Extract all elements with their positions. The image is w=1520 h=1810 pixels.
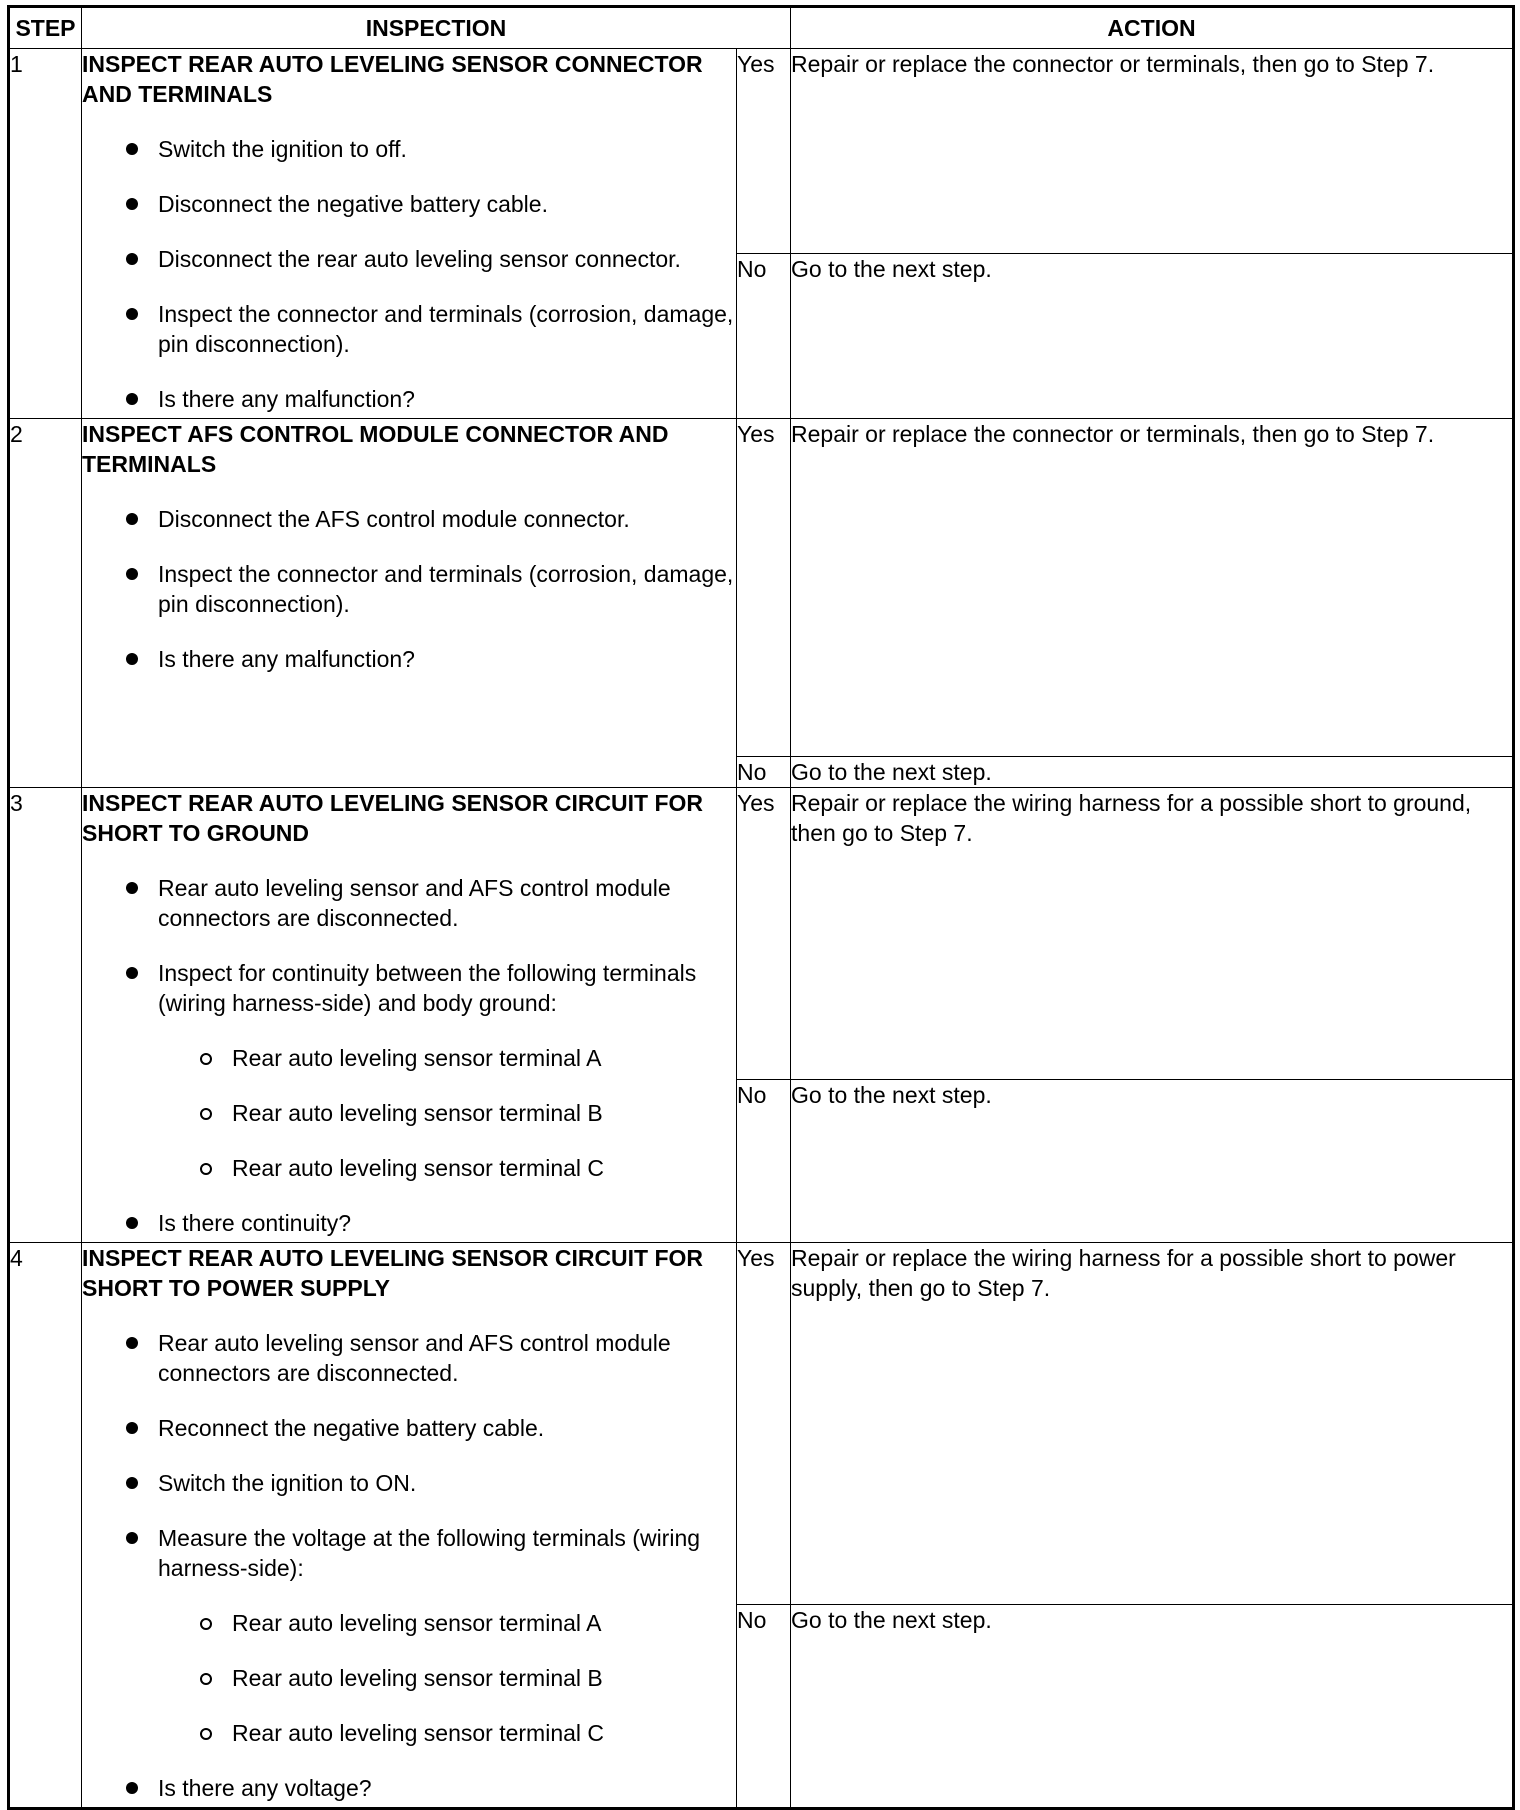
bullet-item: Rear auto leveling sensor and AFS control module connectors are disconnected. bbox=[82, 1328, 736, 1388]
sub-bullet-item: Rear auto leveling sensor terminal C bbox=[82, 1153, 736, 1183]
yes-action: Repair or replace the connector or terminals, then go to Step 7. bbox=[791, 49, 1514, 254]
bullet-list bbox=[82, 1328, 736, 1803]
step-number: 1 bbox=[9, 49, 82, 419]
step-number: 2 bbox=[9, 419, 82, 788]
bullet-item: Is there continuity? bbox=[82, 1208, 736, 1238]
no-action: Go to the next step. bbox=[791, 1080, 1514, 1243]
bullet-item: Disconnect the rear auto leveling sensor connector. bbox=[82, 244, 736, 274]
no-label: No bbox=[737, 1080, 791, 1243]
sub-bullet-list bbox=[158, 1608, 736, 1748]
no-label: No bbox=[737, 254, 791, 419]
yes-label: Yes bbox=[737, 788, 791, 1080]
sub-bullet-item: Rear auto leveling sensor terminal B bbox=[82, 1663, 736, 1693]
yes-label: Yes bbox=[737, 49, 791, 254]
step-inspection bbox=[82, 1243, 737, 1809]
step-title: INSPECT AFS CONTROL MODULE CONNECTOR AND TERMINALS bbox=[82, 421, 669, 477]
step-column-header: STEP bbox=[9, 7, 82, 49]
header-row bbox=[9, 7, 1514, 49]
step-title: INSPECT REAR AUTO LEVELING SENSOR CIRCUIT FOR SHORT TO GROUND bbox=[82, 790, 704, 846]
bullet-item: Switch the ignition to ON. bbox=[82, 1468, 736, 1498]
no-label: No bbox=[737, 1605, 791, 1809]
bullet-item bbox=[82, 958, 736, 1183]
bullet-text: Inspect for continuity between the following terminals (wiring harness-side) and body ground: bbox=[158, 960, 697, 1016]
step-number: 4 bbox=[9, 1243, 82, 1809]
step-title: INSPECT REAR AUTO LEVELING SENSOR CONNECTOR AND TERMINALS bbox=[82, 51, 703, 107]
bullet-item: Disconnect the AFS control module connector. bbox=[82, 504, 736, 534]
step-title: INSPECT REAR AUTO LEVELING SENSOR CIRCUIT FOR SHORT TO POWER SUPPLY bbox=[82, 1245, 704, 1301]
bullet-list bbox=[82, 504, 736, 674]
sub-bullet-item: Rear auto leveling sensor terminal A bbox=[82, 1608, 736, 1638]
yes-label: Yes bbox=[737, 1243, 791, 1605]
action-column-header: ACTION bbox=[791, 7, 1514, 49]
yes-action: Repair or replace the connector or terminals, then go to Step 7. bbox=[791, 419, 1514, 757]
yes-label: Yes bbox=[737, 419, 791, 757]
bullet-item: Inspect the connector and terminals (corrosion, damage, pin disconnection). bbox=[82, 299, 736, 359]
yes-action: Repair or replace the wiring harness for a possible short to power supply, then go to Step 7. bbox=[791, 1243, 1514, 1605]
step-inspection bbox=[82, 788, 737, 1243]
no-action: Go to the next step. bbox=[791, 1605, 1514, 1809]
bullet-list bbox=[82, 134, 736, 414]
no-label: No bbox=[737, 757, 791, 788]
no-action: Go to the next step. bbox=[791, 757, 1514, 788]
no-action: Go to the next step. bbox=[791, 254, 1514, 419]
step-inspection bbox=[82, 49, 737, 419]
bullet-item: Rear auto leveling sensor and AFS control module connectors are disconnected. bbox=[82, 873, 736, 933]
yes-action: Repair or replace the wiring harness for a possible short to ground, then go to Step 7. bbox=[791, 788, 1514, 1080]
bullet-item: Disconnect the negative battery cable. bbox=[82, 189, 736, 219]
step-2-yes-row bbox=[9, 419, 1514, 757]
sub-bullet-item: Rear auto leveling sensor terminal A bbox=[82, 1043, 736, 1073]
sub-bullet-list bbox=[158, 1043, 736, 1183]
diagnostic-table bbox=[7, 5, 1515, 1810]
bullet-item: Inspect the connector and terminals (corrosion, damage, pin disconnection). bbox=[82, 559, 736, 619]
step-4-yes-row bbox=[9, 1243, 1514, 1605]
bullet-text: Measure the voltage at the following terminals (wiring harness-side): bbox=[158, 1525, 701, 1581]
bullet-item: Switch the ignition to off. bbox=[82, 134, 736, 164]
sub-bullet-item: Rear auto leveling sensor terminal C bbox=[82, 1718, 736, 1748]
step-inspection bbox=[82, 419, 737, 788]
step-3-yes-row bbox=[9, 788, 1514, 1080]
inspection-column-header: INSPECTION bbox=[82, 7, 791, 49]
bullet-item bbox=[82, 1523, 736, 1748]
bullet-list bbox=[82, 873, 736, 1238]
bullet-item: Reconnect the negative battery cable. bbox=[82, 1413, 736, 1443]
bullet-item: Is there any malfunction? bbox=[82, 384, 736, 414]
sub-bullet-item: Rear auto leveling sensor terminal B bbox=[82, 1098, 736, 1128]
step-1-yes-row bbox=[9, 49, 1514, 254]
bullet-item: Is there any malfunction? bbox=[82, 644, 736, 674]
bullet-item: Is there any voltage? bbox=[82, 1773, 736, 1803]
step-number: 3 bbox=[9, 788, 82, 1243]
